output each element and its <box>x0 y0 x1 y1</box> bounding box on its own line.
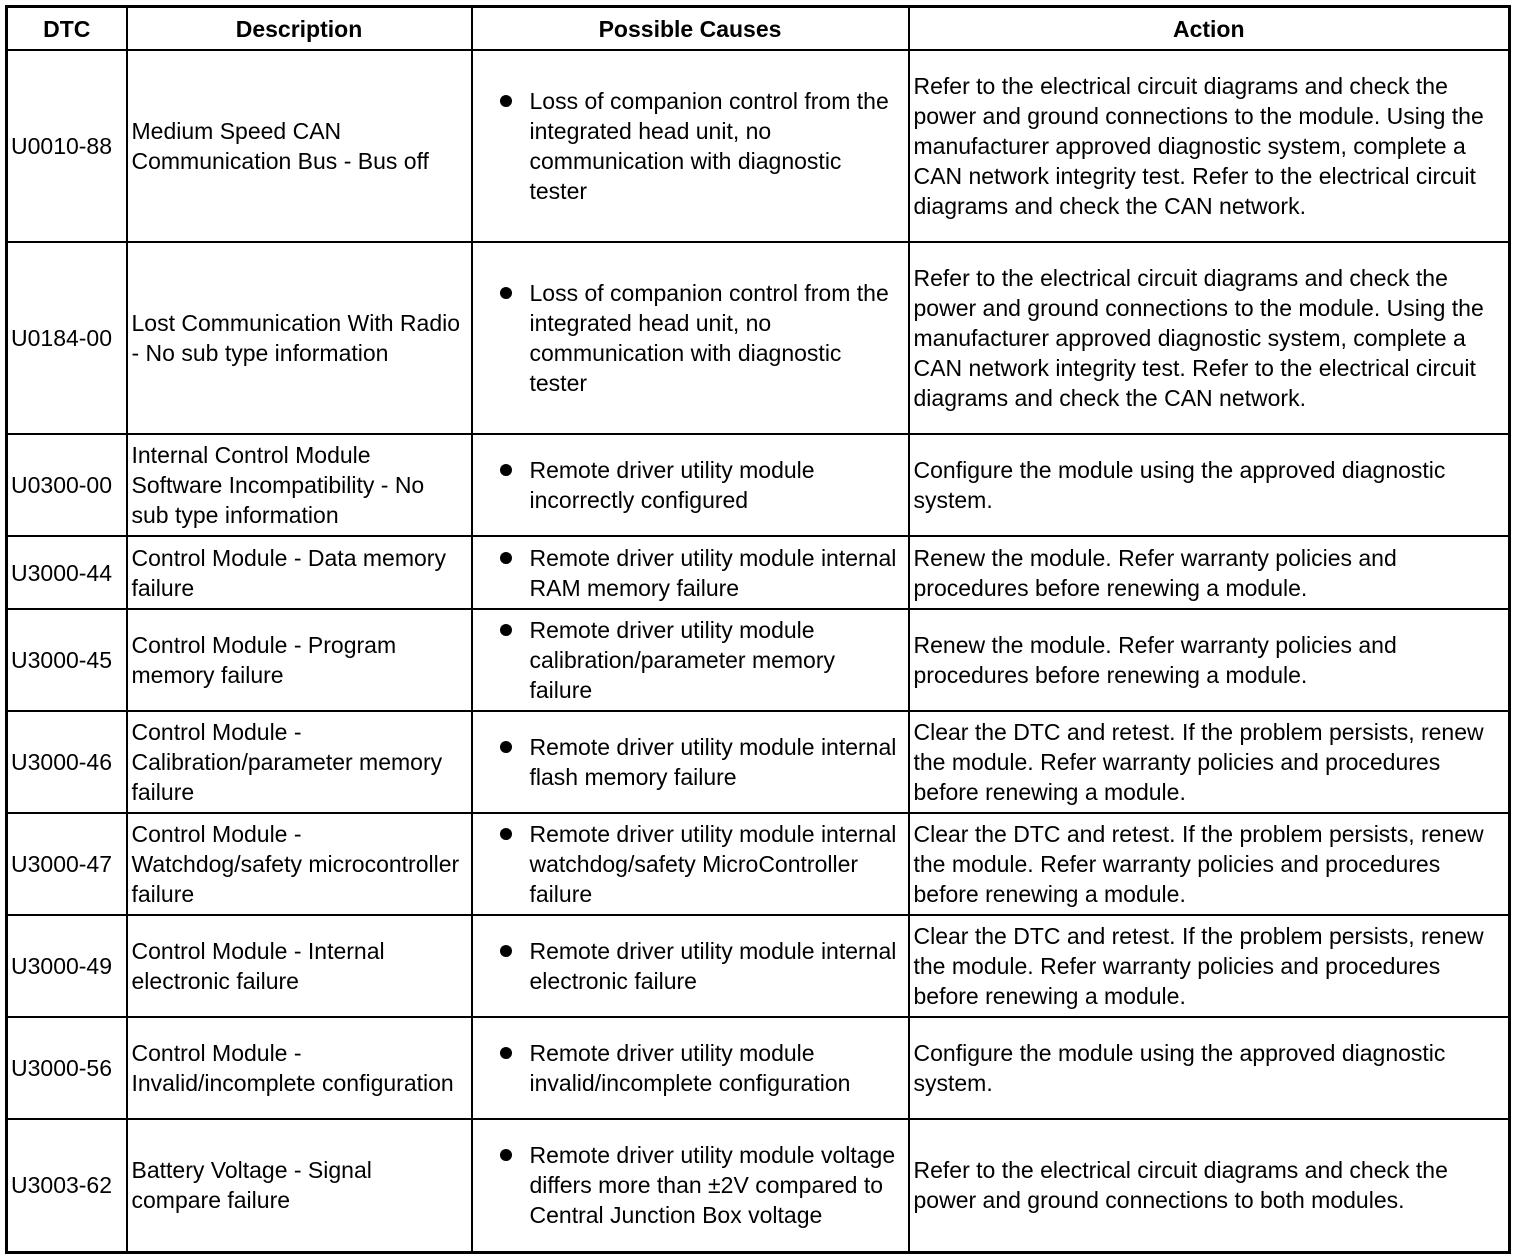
dtc-description: Control Module - Internal electronic failure <box>127 915 472 1017</box>
possible-causes <box>472 242 909 434</box>
dtc-action: Refer to the electrical circuit diagrams and check the power and ground connections to the module. Using the manufacturer approved diagnostic system, complete a CAN network integrity test. Refer to the electrical circuit diagrams and check the CAN network. <box>909 50 1510 242</box>
dtc-code: U0184-00 <box>7 242 127 434</box>
dtc-code: U3000-56 <box>7 1017 127 1119</box>
table-row <box>7 434 1510 536</box>
dtc-description: Medium Speed CAN Communication Bus - Bus off <box>127 50 472 242</box>
header-causes: Possible Causes <box>472 7 909 51</box>
possible-causes <box>472 609 909 711</box>
possible-causes <box>472 50 909 242</box>
cause-item: Remote driver utility module internal RAM memory failure <box>497 543 904 603</box>
possible-causes <box>472 434 909 536</box>
cause-item: Loss of companion control from the integrated head unit, no communication with diagnostic tester <box>497 86 904 206</box>
dtc-code: U3000-49 <box>7 915 127 1017</box>
cause-item: Remote driver utility module internal flash memory failure <box>497 732 904 792</box>
dtc-action: Configure the module using the approved diagnostic system. <box>909 1017 1510 1119</box>
dtc-action: Refer to the electrical circuit diagrams and check the power and ground connections to both modules. <box>909 1119 1510 1252</box>
dtc-code: U3000-47 <box>7 813 127 915</box>
table-row <box>7 711 1510 813</box>
cause-item: Remote driver utility module internal watchdog/safety MicroController failure <box>497 819 904 909</box>
dtc-description: Control Module - Calibration/parameter memory failure <box>127 711 472 813</box>
cause-item: Remote driver utility module internal electronic failure <box>497 936 904 996</box>
table-row <box>7 609 1510 711</box>
cause-item: Loss of companion control from the integrated head unit, no communication with diagnostic tester <box>497 278 904 398</box>
cause-item: Remote driver utility module incorrectly configured <box>497 455 904 515</box>
dtc-table <box>5 5 1511 1254</box>
table-row <box>7 536 1510 609</box>
table-row <box>7 242 1510 434</box>
dtc-code: U3003-62 <box>7 1119 127 1252</box>
dtc-action: Clear the DTC and retest. If the problem persists, renew the module. Refer warranty policies and procedures before renewing a module. <box>909 813 1510 915</box>
table-row <box>7 1119 1510 1252</box>
cause-item: Remote driver utility module voltage differs more than ±2V compared to Central Junction Box voltage <box>497 1140 904 1230</box>
dtc-code: U0010-88 <box>7 50 127 242</box>
dtc-description: Control Module - Invalid/incomplete configuration <box>127 1017 472 1119</box>
dtc-description: Control Module - Data memory failure <box>127 536 472 609</box>
header-row <box>7 7 1510 51</box>
header-dtc: DTC <box>7 7 127 51</box>
possible-causes <box>472 536 909 609</box>
cause-item: Remote driver utility module calibration/parameter memory failure <box>497 615 904 705</box>
dtc-code: U0300-00 <box>7 434 127 536</box>
header-action: Action <box>909 7 1510 51</box>
possible-causes <box>472 915 909 1017</box>
possible-causes <box>472 813 909 915</box>
table-row <box>7 50 1510 242</box>
dtc-code: U3000-46 <box>7 711 127 813</box>
dtc-description: Lost Communication With Radio - No sub type information <box>127 242 472 434</box>
dtc-description: Battery Voltage - Signal compare failure <box>127 1119 472 1252</box>
possible-causes <box>472 711 909 813</box>
dtc-action: Clear the DTC and retest. If the problem persists, renew the module. Refer warranty policies and procedures before renewing a module. <box>909 711 1510 813</box>
table-row <box>7 813 1510 915</box>
dtc-description: Control Module - Watchdog/safety microcontroller failure <box>127 813 472 915</box>
dtc-action: Configure the module using the approved diagnostic system. <box>909 434 1510 536</box>
dtc-action: Renew the module. Refer warranty policies and procedures before renewing a module. <box>909 609 1510 711</box>
cause-item: Remote driver utility module invalid/incomplete configuration <box>497 1038 904 1098</box>
possible-causes <box>472 1119 909 1252</box>
possible-causes <box>472 1017 909 1119</box>
dtc-code: U3000-44 <box>7 536 127 609</box>
dtc-description: Control Module - Program memory failure <box>127 609 472 711</box>
table-row <box>7 1017 1510 1119</box>
table-row <box>7 915 1510 1017</box>
dtc-code: U3000-45 <box>7 609 127 711</box>
dtc-description: Internal Control Module Software Incompatibility - No sub type information <box>127 434 472 536</box>
header-description: Description <box>127 7 472 51</box>
dtc-action: Clear the DTC and retest. If the problem persists, renew the module. Refer warranty policies and procedures before renewing a module. <box>909 915 1510 1017</box>
dtc-action: Renew the module. Refer warranty policies and procedures before renewing a module. <box>909 536 1510 609</box>
dtc-action: Refer to the electrical circuit diagrams and check the power and ground connections to the module. Using the manufacturer approved diagnostic system, complete a CAN network integrity test. Refer to the electrical circuit diagrams and check the CAN network. <box>909 242 1510 434</box>
